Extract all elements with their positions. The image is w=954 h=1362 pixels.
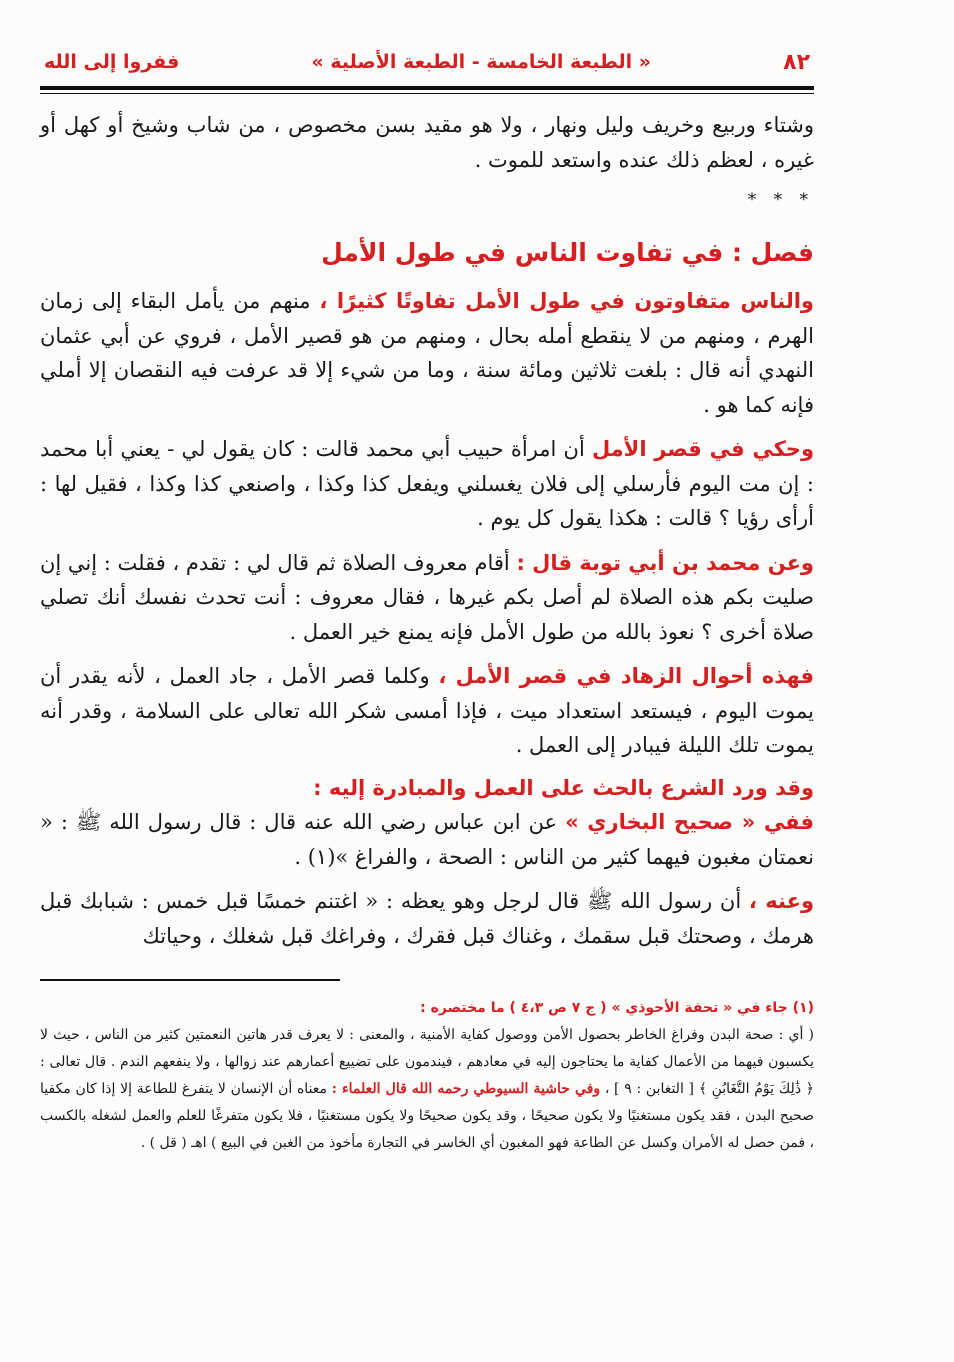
paragraph-2-text: منهم من يأمل البقاء إلى زمان الهرم ، ومنهم من لا ينقطع أمله بحال ، ومنهم من هو قصير الأمل ، فروي عن أبي عثمان النهدي أنه قال : بلغت ثلاثين ومائة سنة ، وما من شيء إلا قد عرفت فيه النقصان إلا أملي فإنه كما هو .	[40, 289, 814, 417]
paragraph-3	[40, 432, 814, 536]
paragraph-6: وقد ورد الشرع بالحث على العمل والمبادرة إليه :	[313, 775, 814, 800]
paragraph-7	[40, 805, 814, 874]
header-rule-thick	[40, 86, 814, 90]
paragraph-3-text: أن امرأة حبيب أبي محمد قالت : كان يقول لي - يعني أبا محمد : إن مت اليوم فأرسلي إلى فلان يغسلني ويفعل كذا وكذا ، واصنعي كذا وكذا ، فقيل لها : أرأى رؤيا ؟ قالت : هكذا يقول كل يوم .	[40, 437, 814, 530]
main-text	[40, 108, 814, 953]
paragraph-8	[40, 884, 814, 953]
footnote	[40, 995, 814, 1157]
footnote-body	[40, 1022, 814, 1157]
footnote-rule-wrap	[40, 953, 814, 981]
header-rule-thin	[40, 93, 814, 94]
footnote-text-b: معناه أن الإنسان لا يتفرغ للطاعة إلا إذا كان مكفيا صحيح البدن ، فقد يكون مستغنيًا ولا يكون صحيحًا ، وقد يكون صحيحًا ولا يكون مستغنيًا ، فلا يكون متفرغًا للعلم والعمل لشغله بالكسب ، فمن حصل له الأمران وكسل عن الطاعة فهو المغبون أي الخاسر في التجارة مأخوذ من الغبن في البيع ) اهـ ( قل ) .	[40, 1081, 814, 1151]
paragraph-5-text: وكلما قصر الأمل ، جاد العمل ، لأنه يقدر أن يموت اليوم ، فيستعد استعداد ميت ، فإذا أمسى شكر الله تعالى على السلامة ، وقدر أنه يموت تلك الليلة فيبادر إلى العمل .	[40, 664, 814, 757]
section-separator: * * *	[747, 190, 814, 210]
paragraph-4-text: أقام معروف الصلاة ثم قال لي : تقدم ، فقلت : إني إن صليت بكم هذه الصلاة لم أصل بكم غيرها ، فقال معروف : أنت تحدث نفسك أنك تصلي صلاة أخرى ؟ نعوذ بالله من طول الأمل فإنه يمنع خير العمل .	[40, 550, 814, 644]
paragraph-8-text: أن رسول الله ﷺ قال لرجل وهو يعظه : « اغتنم خمسًا قبل خمس : شبابك قبل هرمك ، وصحتك قبل سقمك ، وغناك قبل فقرك ، وفراغك قبل شغلك ، وحياتك	[40, 889, 814, 948]
paragraph-3-lead: وحكي في قصر الأمل	[591, 437, 814, 461]
paragraph-5-lead: فهذه أحوال الزهاد في قصر الأمل ،	[438, 664, 814, 688]
paragraph-1: وشتاء وربيع وخريف وليل ونهار ، ولا هو مقيد بسن مخصوص ، من شاب وشيخ أو كهل أو غيره ، لعظم ذلك عنده واستعد للموت .	[40, 113, 814, 172]
paragraph-4	[40, 546, 814, 650]
paragraph-7-lead: ففي « صحيح البخاري »	[565, 810, 815, 834]
book-title: ففروا إلى الله	[44, 51, 180, 73]
paragraph-5	[40, 659, 814, 763]
paragraph-2	[40, 284, 814, 422]
footnote-text-a: ( أي : صحة البدن وفراغ الخاطر بحصول الأمن ووصول كفاية الأمنية ، والمعنى : لا يعرف قدر هاتين النعمتين كثير من الناس ، حيث لا يكسبون فيهما من الأعمال كفاية ما يحتاجون إليه في معادهم ، فيندمون على تضييع أعمارهم عند زوالها ، ولا ينفعهم الندم . قال تعالى : ﴿ ذَٰلِكَ يَوْمُ التَّغَابُنِ ﴾ [ التغابن : ٩ ] ،	[40, 1027, 814, 1097]
footnote-title: (١) جاء في « تحفة الأحوذي » ( ج ٧ ص ٤،٣ ) ما مختصره :	[420, 1000, 814, 1016]
edition-label: « الطبعة الخامسة - الطبعة الأصلية »	[311, 51, 652, 73]
paragraph-4-lead: وعن محمد بن أبي توبة قال :	[516, 550, 814, 575]
section-heading: فصل : في تفاوت الناس في طول الأمل	[321, 237, 814, 267]
paragraph-2-lead: والناس متفاوتون في طول الأمل تفاوتًا كثيرًا ،	[319, 289, 814, 313]
paragraph-7-text: عن ابن عباس رضي الله عنه قال : قال رسول الله ﷺ : « نعمتان مغبون فيهما كثير من الناس : الصحة ، والفراغ »(١) .	[40, 810, 814, 869]
running-header	[40, 40, 814, 84]
page-number: ٨٢	[783, 49, 810, 75]
book-page	[40, 40, 814, 1157]
paragraph-8-lead: وعنه ،	[748, 889, 814, 913]
footnote-red-text: وفي حاشية السيوطي رحمه الله قال العلماء :	[331, 1081, 601, 1097]
footnote-rule	[40, 979, 340, 981]
